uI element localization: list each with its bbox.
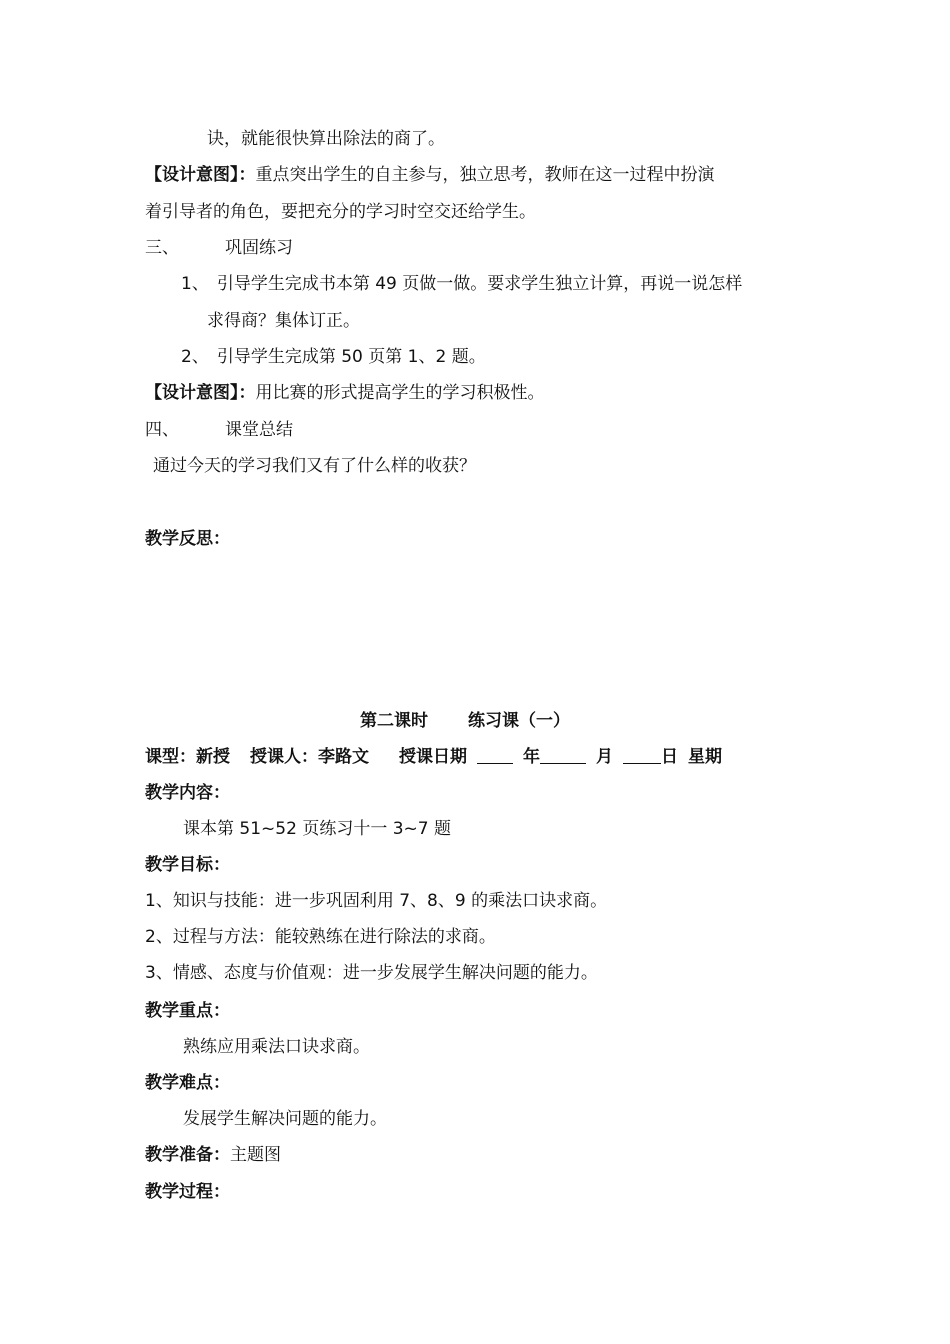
preparation-label: 教学准备： bbox=[145, 1145, 230, 1165]
list-item-continuation: 求得商？集体订正。 bbox=[207, 311, 360, 331]
difficulty-label: 教学难点： bbox=[145, 1073, 230, 1093]
goal-item: 1、知识与技能：进一步巩固利用 7、8、9 的乘法口诀求商。 bbox=[145, 891, 608, 911]
design-intent-text: 重点突出学生的自主参与，独立思考，教师在这一过程中扮演 bbox=[255, 165, 715, 185]
day-blank bbox=[623, 747, 661, 764]
preparation-line bbox=[145, 1144, 281, 1166]
section-title: 课堂总结 bbox=[225, 420, 293, 440]
key-point-label: 教学重点： bbox=[145, 1001, 230, 1021]
section-heading bbox=[145, 237, 293, 259]
goal-item: 2、过程与方法：能较熟练在进行除法的求商。 bbox=[145, 927, 496, 947]
year-blank bbox=[477, 747, 513, 764]
design-intent-label: 【设计意图】： bbox=[145, 383, 256, 403]
goal-item: 3、情感、态度与价值观：进一步发展学生解决问题的能力。 bbox=[145, 963, 598, 983]
list-item-text: 引导学生完成第 50 页第 1、2 题。 bbox=[216, 347, 486, 367]
year-label: 年 bbox=[523, 747, 540, 767]
key-point-text: 熟练应用乘法口诀求商。 bbox=[183, 1037, 370, 1057]
summary-question: 通过今天的学习我们又有了什么样的收获？ bbox=[153, 456, 476, 476]
day-label: 日 bbox=[661, 747, 678, 767]
list-item-text: 引导学生完成书本第 49 页做一做。要求学生独立计算，再说一说怎样 bbox=[216, 274, 743, 294]
list-item-number: 2、 bbox=[181, 347, 209, 367]
process-label: 教学过程： bbox=[145, 1182, 230, 1202]
month-label: 月 bbox=[596, 747, 613, 767]
design-intent-paragraph bbox=[145, 164, 715, 186]
design-intent-label: 【设计意图】： bbox=[145, 165, 256, 185]
section-heading bbox=[145, 419, 293, 441]
content-text: 课本第 51~52 页练习十一 3~7 题 bbox=[183, 819, 451, 839]
lesson-title-name: 练习课（一） bbox=[468, 711, 570, 731]
text-line: 诀，就能很快算出除法的商了。 bbox=[207, 129, 445, 149]
list-item bbox=[181, 273, 742, 295]
weekday-label: 星期 bbox=[688, 747, 722, 767]
lesson-meta bbox=[145, 746, 722, 768]
goals-label: 教学目标： bbox=[145, 855, 230, 875]
lesson-title bbox=[360, 710, 570, 732]
section-number: 三、 bbox=[145, 238, 179, 258]
design-intent-paragraph bbox=[145, 382, 545, 404]
list-item-number: 1、 bbox=[181, 274, 209, 294]
lesson-title-period: 第二课时 bbox=[360, 711, 428, 731]
month-blank bbox=[540, 747, 586, 764]
design-intent-text: 用比赛的形式提高学生的学习积极性。 bbox=[255, 383, 545, 403]
design-intent-continuation: 着引导者的角色，要把充分的学习时空交还给学生。 bbox=[145, 202, 536, 222]
lesson-date-label: 授课日期 bbox=[399, 747, 467, 767]
lesson-teacher: 授课人：李路文 bbox=[250, 747, 369, 767]
reflection-label: 教学反思： bbox=[145, 529, 230, 549]
section-title: 巩固练习 bbox=[225, 238, 293, 258]
difficulty-text: 发展学生解决问题的能力。 bbox=[183, 1109, 387, 1129]
lesson-type: 课型：新授 bbox=[145, 747, 230, 767]
content-label: 教学内容： bbox=[145, 783, 230, 803]
list-item bbox=[181, 346, 486, 368]
section-number: 四、 bbox=[145, 420, 179, 440]
preparation-text: 主题图 bbox=[230, 1145, 281, 1165]
